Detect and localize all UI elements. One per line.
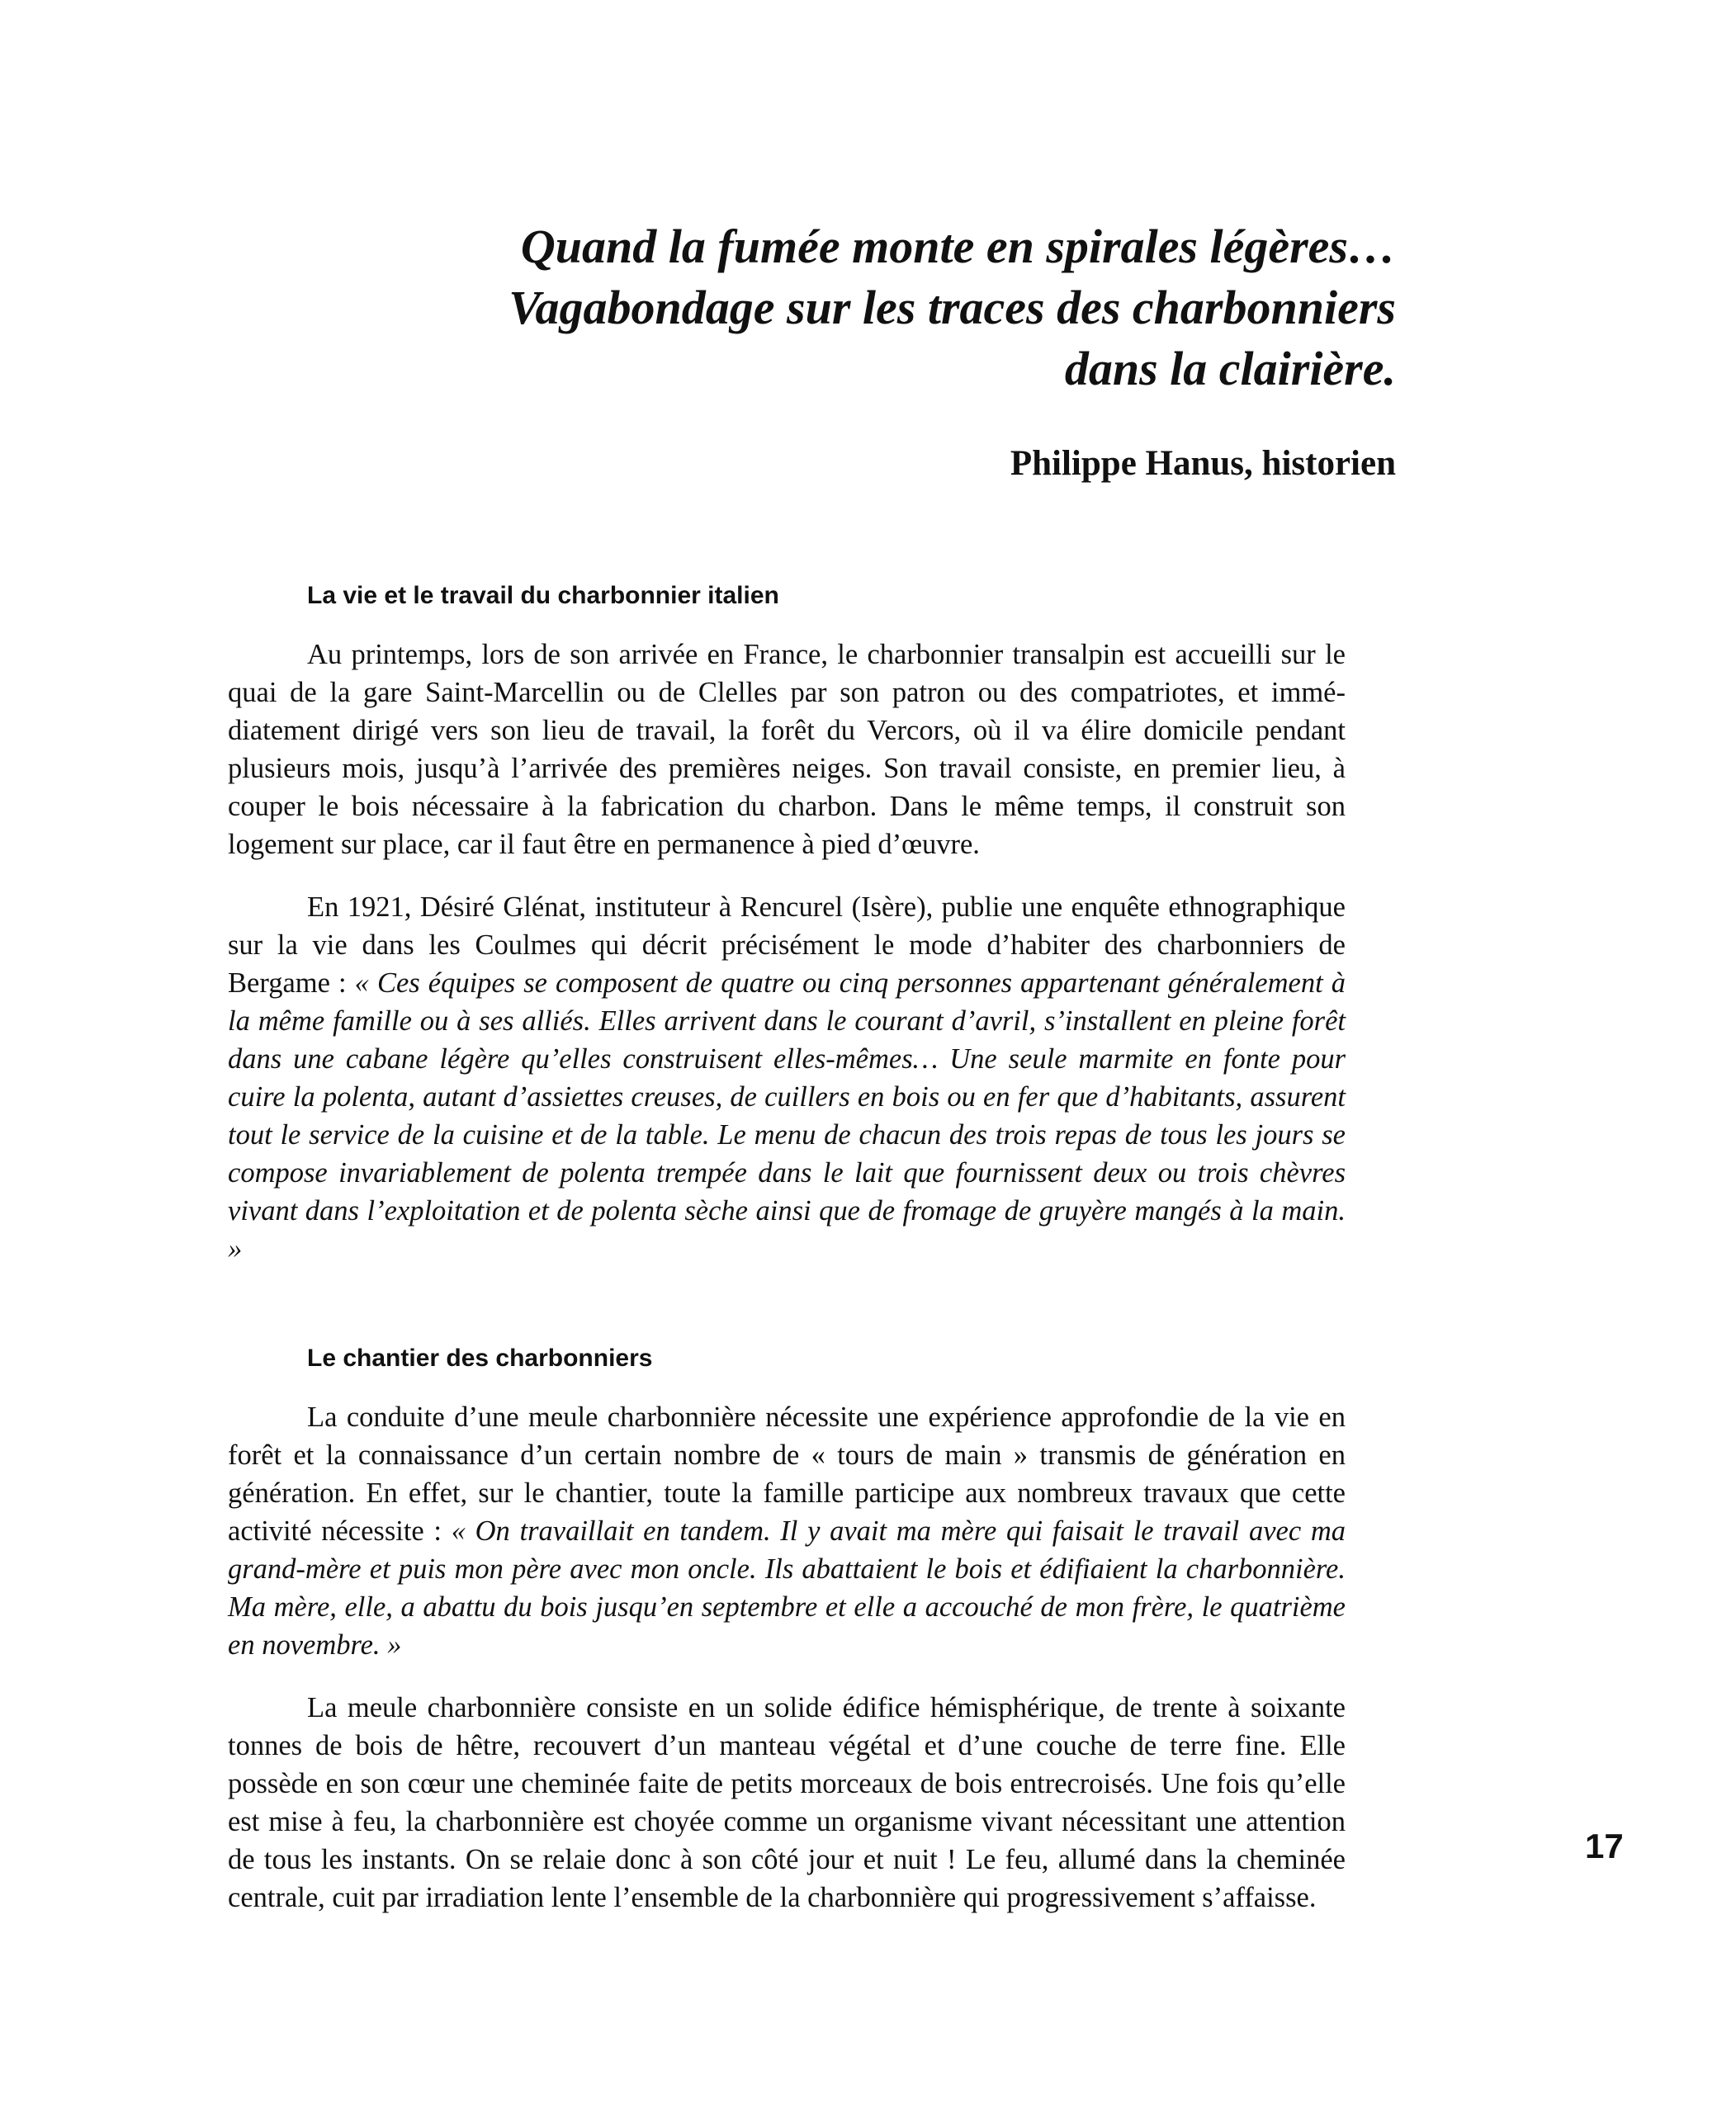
quotation: « Ces équipes se composent de quatre ou cinq personnes appartenant généralement à la même famille ou à ses alliés. Elles arrivent dans le courant d’avril, s’installent en pleine forêt dans une cabane légère qu’elles construisent elles-mêmes… Une seule marmite en fonte pour cuire la polenta, autant d’assiettes creuses, de cuillers en bois ou en fer que d’habitants, assurent tout le service de la cuisine et de la table. Le menu de chacun des trois repas de tous les jours se compose invariablement de polenta trempée dans le lait que fournissent deux ou trois chèvres vivant dans l’exploitation et de polenta sèche ainsi que de fromage de gruyère mangés à la main. » [228, 967, 1346, 1264]
title-line-3: dans la clairière. [1064, 342, 1396, 395]
title-line-1: Quand la fumée monte en spirales légères… [520, 220, 1396, 273]
page-number: 17 [1585, 1827, 1624, 1865]
chapter-title [240, 216, 1396, 399]
section-charbonnier-italien [228, 579, 1346, 1268]
paragraph-text: La conduite d’une meule charbonnière nécessite une expérience approfondie de la vie en forêt et la connaissance d’un certain nombre de « tours de main » transmis de génération en génération. En effet, sur le chantier, toute la famille participe aux nombreux travaux que cette activité nécessite : [228, 1402, 1346, 1547]
section-chantier-charbonniers [228, 1342, 1346, 1917]
paragraph [228, 636, 1346, 863]
quotation: « On travaillait en tandem. Il y avait ma mère qui faisait le travail avec ma grand-mère et puis mon père avec mon oncle. Ils abattaient le bois et édifiaient la charbonnière. Ma mère, elle, a abattu du bois jusqu’en septembre et elle a accouché de mon frère, le quatrième en novembre. » [228, 1515, 1346, 1661]
paragraph-text: En 1921, Désiré Glénat, instituteur à Rencurel (Isère), publie une enquête ethnographique sur la vie dans les Coulmes qui décrit précisément le mode d’habiter des charbonniers de Bergame : [228, 891, 1346, 999]
author-byline: Philippe Hanus, historien [1010, 444, 1396, 483]
paragraph-text: Au printemps, lors de son arrivée en France, le charbonnier transalpin est accueilli sur le quai de la gare Saint-Marcellin ou de Clelles par son patron ou des compatriotes, et immédiatement dirigé vers son lieu de travail, la forêt du Vercors, où il va élire domicile pendant plusieurs mois, jusqu’à l’arrivée des premières neiges. Son travail consiste, en premier lieu, à couper le bois nécessaire à la fabrication du charbon. Dans le même temps, il construit son logement sur place, car il faut être en permanence à pied d’œuvre. [228, 639, 1346, 860]
paragraph [228, 888, 1346, 1268]
paragraph [228, 1689, 1346, 1917]
section-heading: La vie et le travail du charbonnier italien [307, 582, 779, 609]
paragraph-text: La meule charbonnière consiste en un solide édifice hémisphérique, de trente à soixante tonnes de bois de hêtre, recouvert d’un manteau végétal et d’une couche de terre fine. Elle possède en son cœur une cheminée faite de petits morceaux de bois entrecroisés. Une fois qu’elle est mise à feu, la charbonnière est choyée comme un organisme vivant nécessitant une attention de tous les instants. On se relaie donc à son côté jour et nuit ! Le feu, allumé dans la cheminée centrale, cuit par irradiation lente l’ensemble de la charbonnière qui progressivement s’affaisse. [228, 1692, 1346, 1913]
title-line-2: Vagabondage sur les traces des charbonniers [509, 281, 1396, 334]
section-heading: Le chantier des charbonniers [307, 1345, 653, 1372]
paragraph [228, 1398, 1346, 1664]
